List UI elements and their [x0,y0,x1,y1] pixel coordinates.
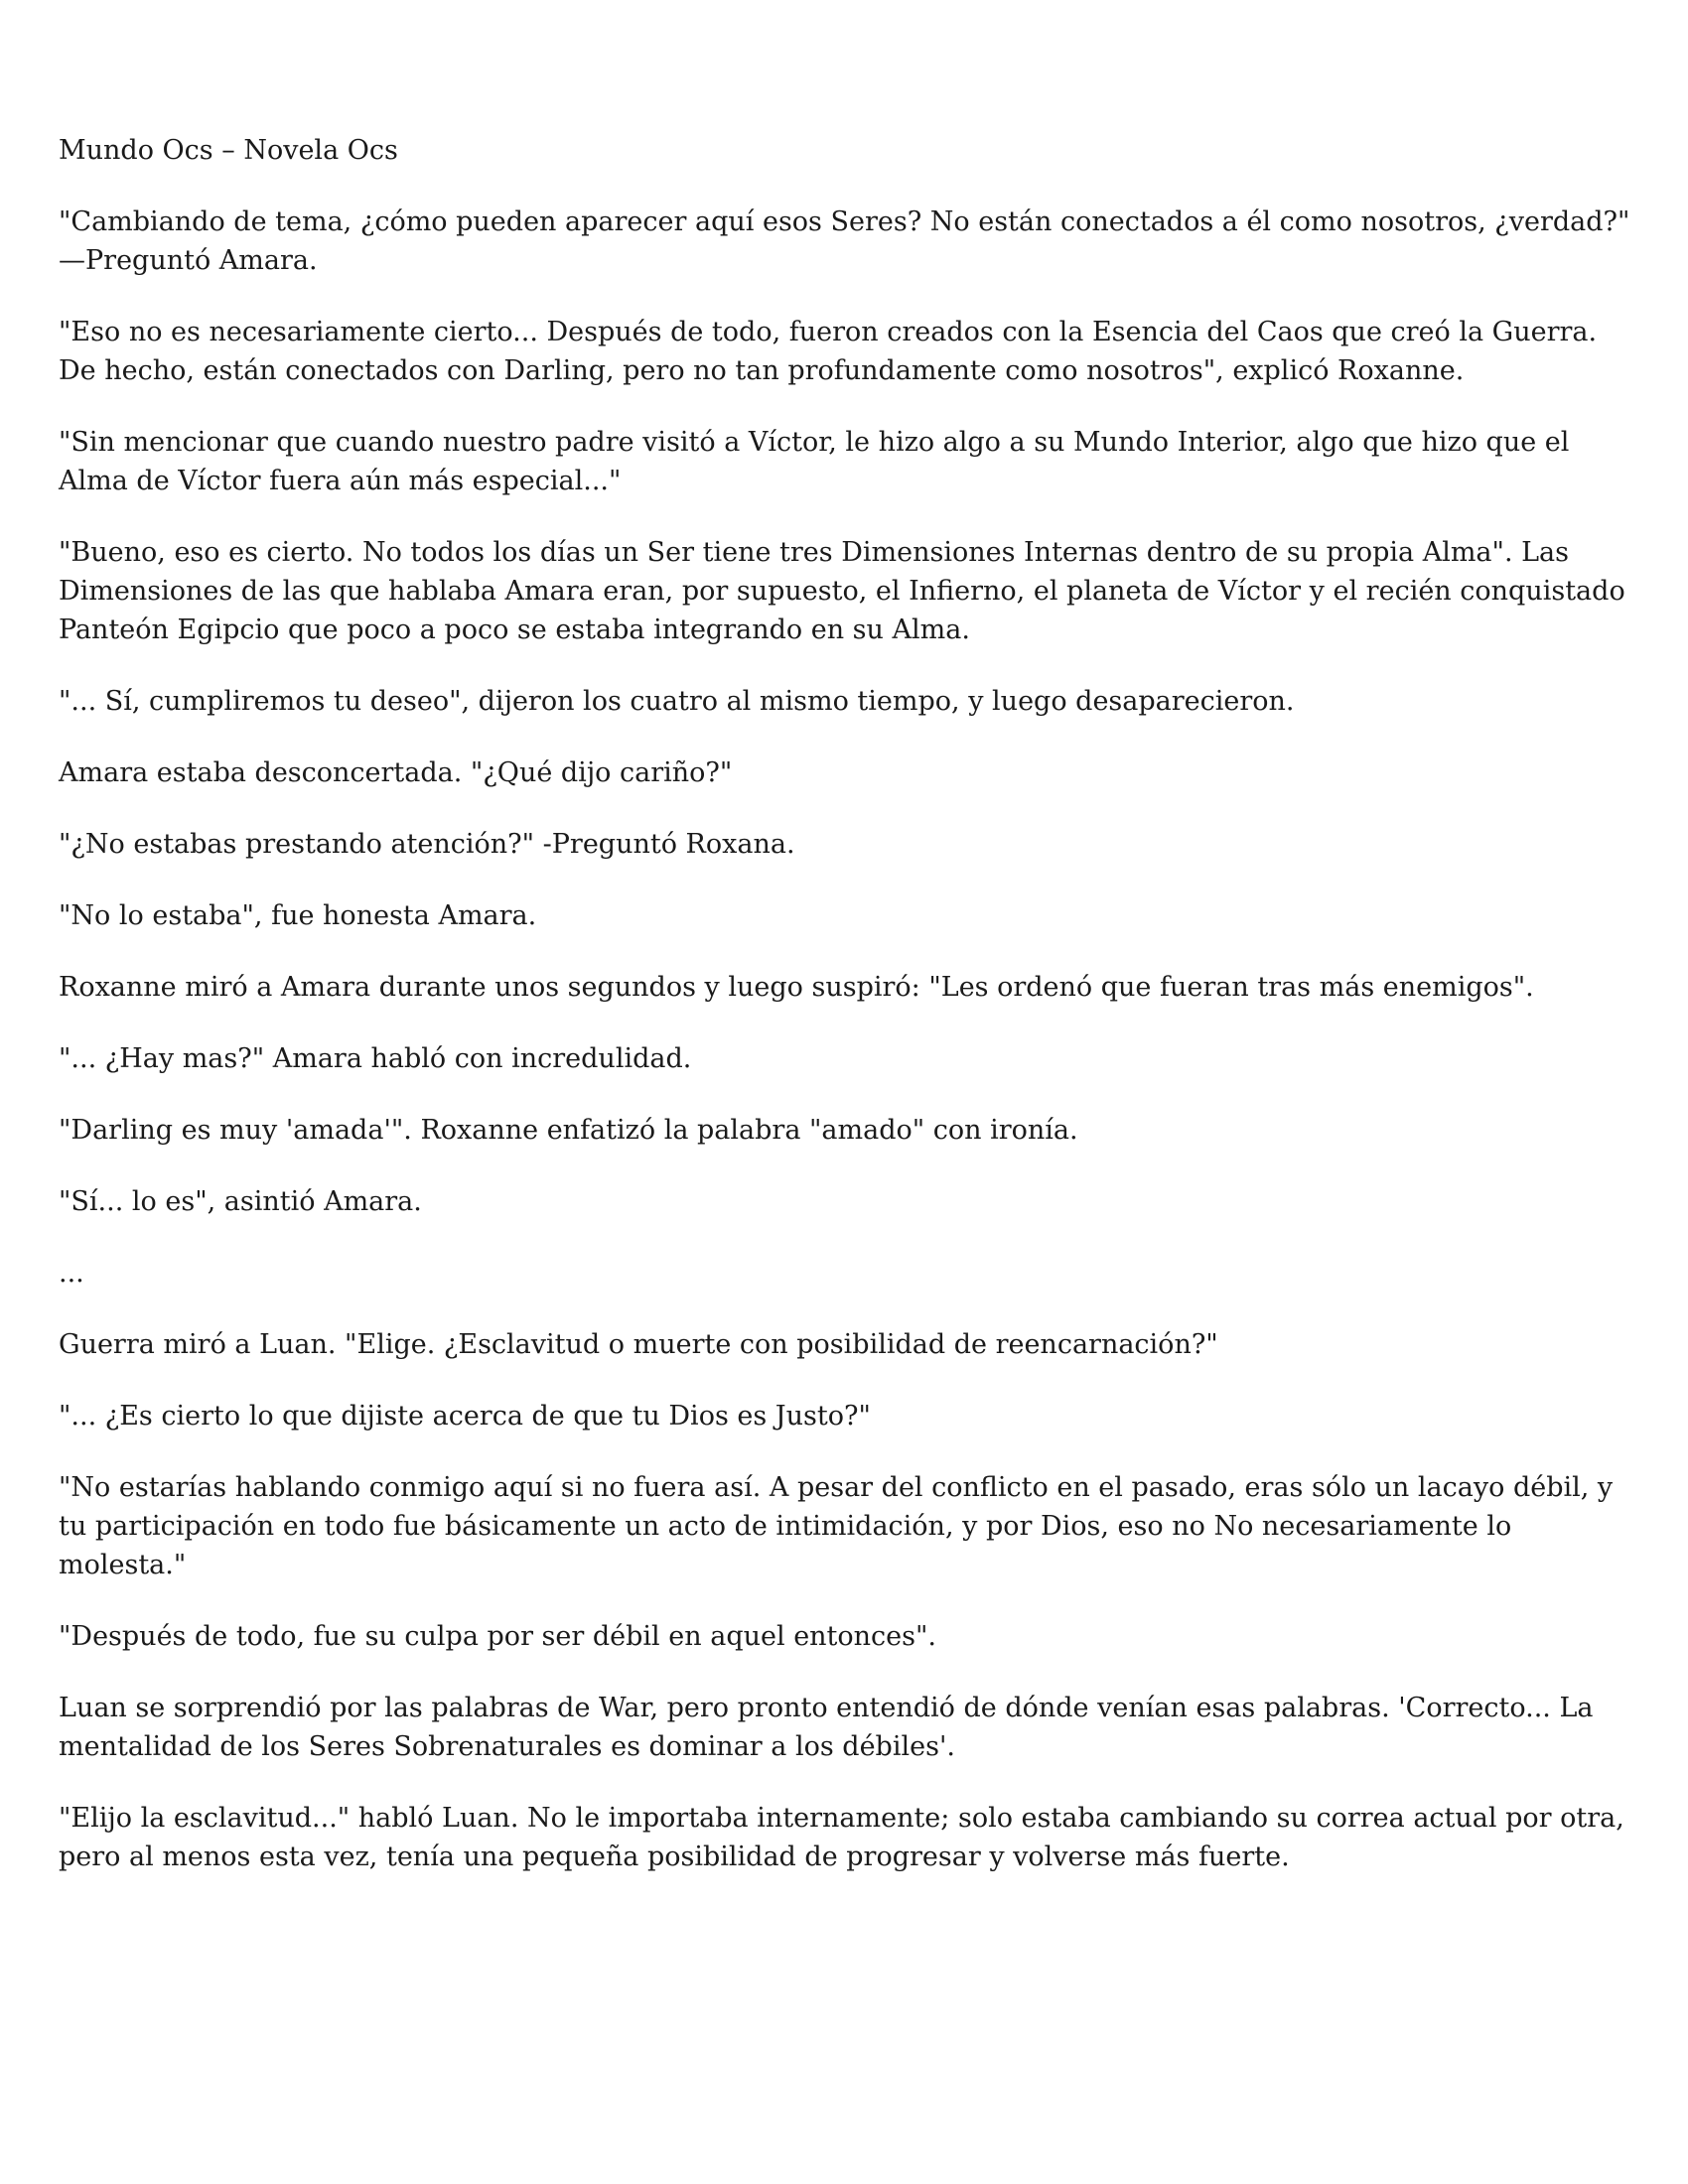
paragraph-9: Roxanne miró a Amara durante unos segundos y luego suspiró: "Les ordenó que fueran tras más enemigos". [59,972,1534,1003]
paragraph-14: "... ¿Es cierto lo que dijiste acerca de que tu Dios es Justo?" [59,1401,871,1432]
paragraph-15: "No estarías hablando conmigo aquí si no fuera así. A pesar del conflicto en el pasado, eras sólo un lacayo débil, y tu participación en todo fue básicamente un acto de intimidación, y por Dios, eso no No necesariamente lo molesta." [59,1472,1614,1580]
paragraph-13: Guerra miró a Luan. "Elige. ¿Esclavitud o muerte con posibilidad de reencarnación?" [59,1329,1218,1360]
paragraph-11: "Darling es muy 'amada'". Roxanne enfatizó la palabra "amado" con ironía. [59,1115,1078,1146]
paragraph-18: "Elijo la esclavitud..." habló Luan. No le importaba internamente; solo estaba cambiando su correa actual por otra, pero al menos esta vez, tenía una pequeña posibilidad de progresar y volverse más fuerte. [59,1803,1624,1872]
paragraph-4: "Bueno, eso es cierto. No todos los días un Ser tiene tres Dimensiones Internas dentro de su propia Alma". Las Dimensiones de las que hablaba Amara eran, por supuesto, el Infierno, el planeta de Víctor y el recién conquistado Panteón Egipcio que poco a poco se estaba integrando en su Alma. [59,537,1625,645]
paragraph-12: "Sí... lo es", asintió Amara. [59,1186,422,1217]
scene-break: ... [59,1258,84,1289]
paragraph-7: "¿No estabas prestando atención?" -Preguntó Roxana. [59,829,795,860]
document-body [59,131,1637,1909]
paragraph-6: Amara estaba desconcertada. "¿Qué dijo cariño?" [59,757,733,788]
paragraph-8: "No lo estaba", fue honesta Amara. [59,900,537,931]
paragraph-1: "Cambiando de tema, ¿cómo pueden aparecer aquí esos Seres? No están conectados a él como nosotros, ¿verdad?" —Preguntó Amara. [59,206,1630,276]
document-header: Mundo Ocs – Novela Ocs [59,135,398,166]
paragraph-10: "... ¿Hay mas?" Amara habló con incredulidad. [59,1043,692,1074]
paragraph-3: "Sin mencionar que cuando nuestro padre visitó a Víctor, le hizo algo a su Mundo Interior, algo que hizo que el Alma de Víctor fuera aún más especial..." [59,427,1570,496]
paragraph-2: "Eso no es necesariamente cierto... Después de todo, fueron creados con la Esencia del Caos que creó la Guerra. De hecho, están conectados con Darling, pero no tan profundamente como nosotros", explicó Roxanne. [59,317,1598,386]
paragraph-5: "... Sí, cumpliremos tu deseo", dijeron los cuatro al mismo tiempo, y luego desaparecieron. [59,686,1295,717]
paragraph-17: Luan se sorprendió por las palabras de War, pero pronto entendió de dónde venían esas palabras. 'Correcto... La mentalidad de los Seres Sobrenaturales es dominar a los débiles'. [59,1693,1594,1762]
paragraph-16: "Después de todo, fue su culpa por ser débil en aquel entonces". [59,1621,937,1652]
